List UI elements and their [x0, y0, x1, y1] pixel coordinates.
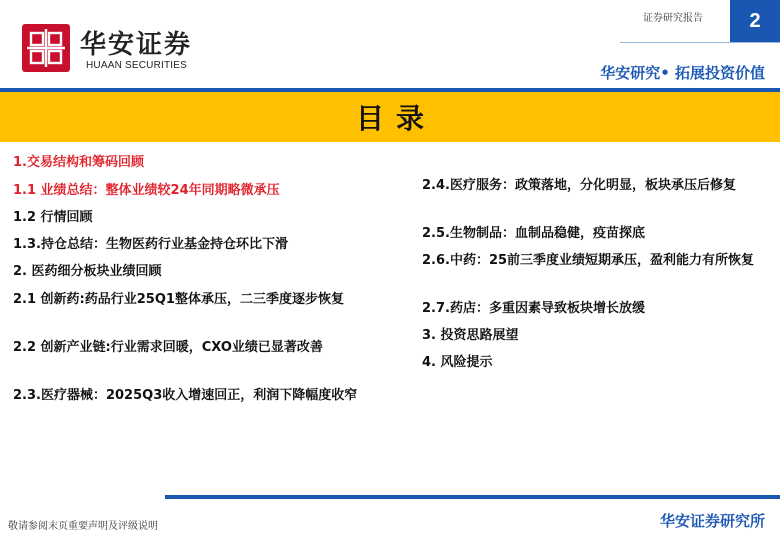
toc-item[interactable]: 1.1 业绩总结：整体业绩较24年同期略微承压	[13, 183, 280, 198]
toc-item[interactable]: 2. 医药细分板块业绩回顾	[13, 264, 162, 279]
toc-item[interactable]: 3. 投资思路展望	[422, 328, 519, 343]
toc-item[interactable]: 2.3.医疗器械：2025Q3收入增速回正，利润下降幅度收窄	[13, 388, 358, 403]
toc-item[interactable]: 1.3.持仓总结：生物医药行业基金持仓环比下滑	[13, 237, 288, 252]
toc-item[interactable]: 2.2 创新产业链:行业需求回暖，CXO业绩已显著改善	[13, 340, 323, 355]
footer-disclaimer: 敬请参阅末页重要声明及评级说明	[8, 521, 158, 532]
toc-item[interactable]: 2.5.生物制品：血制品稳健，疫苗探底	[422, 226, 645, 241]
logo-name-cn: 华安证券	[80, 30, 193, 60]
footer-rule	[165, 495, 780, 499]
toc-item[interactable]: 1.交易结构和筹码回顾	[13, 155, 144, 170]
page-number-badge: 2	[730, 0, 780, 42]
footer-institute: 华安证券研究所	[659, 512, 765, 530]
logo-mark-icon	[22, 24, 70, 72]
header-slogan: 华安研究• 拓展投资价值	[600, 64, 765, 82]
toc-item[interactable]: 2.6.中药：25前三季度业绩短期承压，盈利能力有所恢复	[422, 253, 755, 268]
logo-name-en: HUAAN SECURITIES	[86, 60, 187, 71]
toc-item[interactable]: 2.7.药店：多重因素导致板块增长放缓	[422, 301, 645, 316]
title-band	[0, 92, 780, 142]
report-type-label: 证券研究报告	[643, 13, 703, 24]
toc-item[interactable]: 1.2 行情回顾	[13, 210, 93, 225]
header-divider	[620, 42, 780, 43]
page-title: 目录	[355, 102, 436, 135]
toc-item[interactable]: 2.4.医疗服务：政策落地，分化明显，板块承压后修复	[422, 178, 736, 193]
toc-item[interactable]: 4. 风险提示	[422, 355, 493, 370]
toc-item[interactable]: 2.1 创新药:药品行业25Q1整体承压，二三季度逐步恢复	[13, 292, 344, 307]
